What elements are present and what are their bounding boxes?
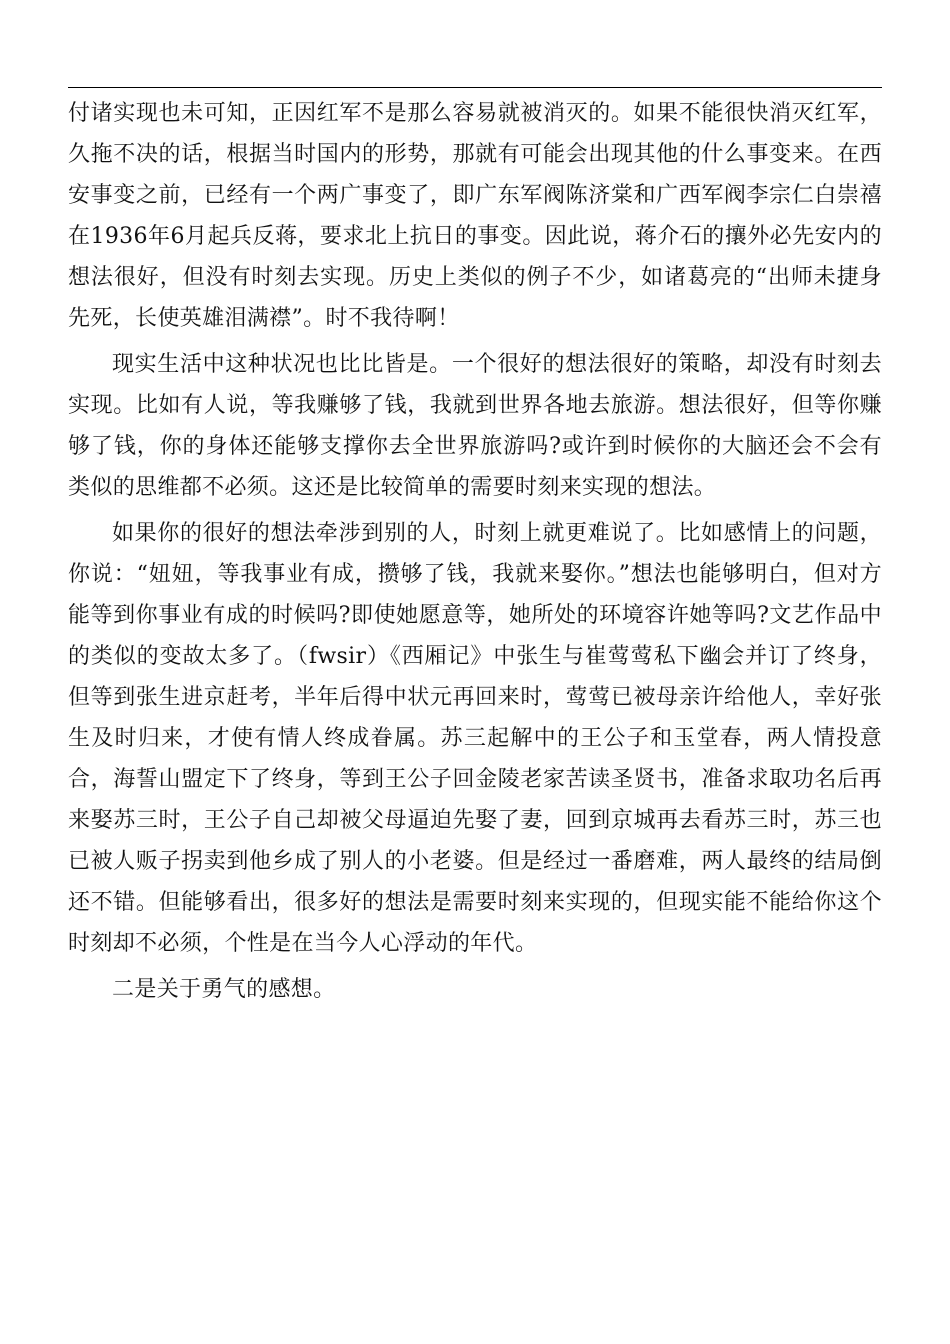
paragraph-1: 付诸实现也未可知，正因红军不是那么容易就被消灭的。如果不能很快消灭红军，久拖不决的话，根据当时国内的形势，那就有可能会出现其他的什么事变来。在西安事变之前，已经有一个两广事变了，即广东军阀陈济棠和广西军阀李宗仁白崇禧在1936年6月起兵反蒋，要求北上抗日的事变。因此说，蒋介石的攘外必先安内的想法很好，但没有时刻去实现。历史上类似的例子不少，如诸葛亮的“出师未捷身先死，长使英雄泪满襟”。时不我待啊！ — [68, 101, 882, 331]
document-body — [68, 93, 882, 1015]
paragraph-4: 二是关于勇气的感想。 — [112, 977, 336, 1002]
paragraph-3: 如果你的很好的想法牵涉到别的人，时刻上就更难说了。比如感情上的问题，你说：“妞妞，等我事业有成，攒够了钱，我就来娶你。”想法也能够明白，但对方能等到你事业有成的时候吗?即使她愿意等，她所处的环境容许她等吗?文艺作品中的类似的变故太多了。（fwsir）《西厢记》中张生与崔莺莺私下幽会并订了终身，但等到张生进京赶考，半年后得中状元再回来时，莺莺已被母亲许给他人，幸好张生及时归来，才使有情人终成眷属。苏三起解中的王公子和玉堂春，两人情投意合，海誓山盟定下了终身，等到王公子回金陵老家苦读圣贤书，准备求取功名后再来娶苏三时，王公子自己却被父母逼迫先娶了妻，回到京城再去看苏三时，苏三也已被人贩子拐卖到他乡成了别人的小老婆。但是经过一番磨难，两人最终的结局倒还不错。但能够看出，很多好的想法是需要时刻来实现的，但现实能不能给你这个时刻却不必须，个性是在当今人心浮动的年代。 — [68, 521, 882, 956]
header-rule — [68, 87, 882, 88]
paragraph-2: 现实生活中这种状况也比比皆是。一个很好的想法很好的策略，却没有时刻去实现。比如有人说，等我赚够了钱，我就到世界各地去旅游。想法很好，但等你赚够了钱，你的身体还能够支撑你去全世界旅游吗?或许到时候你的大脑还会不会有类似的思维都不必须。这还是比较简单的需要时刻来实现的想法。 — [68, 352, 882, 500]
